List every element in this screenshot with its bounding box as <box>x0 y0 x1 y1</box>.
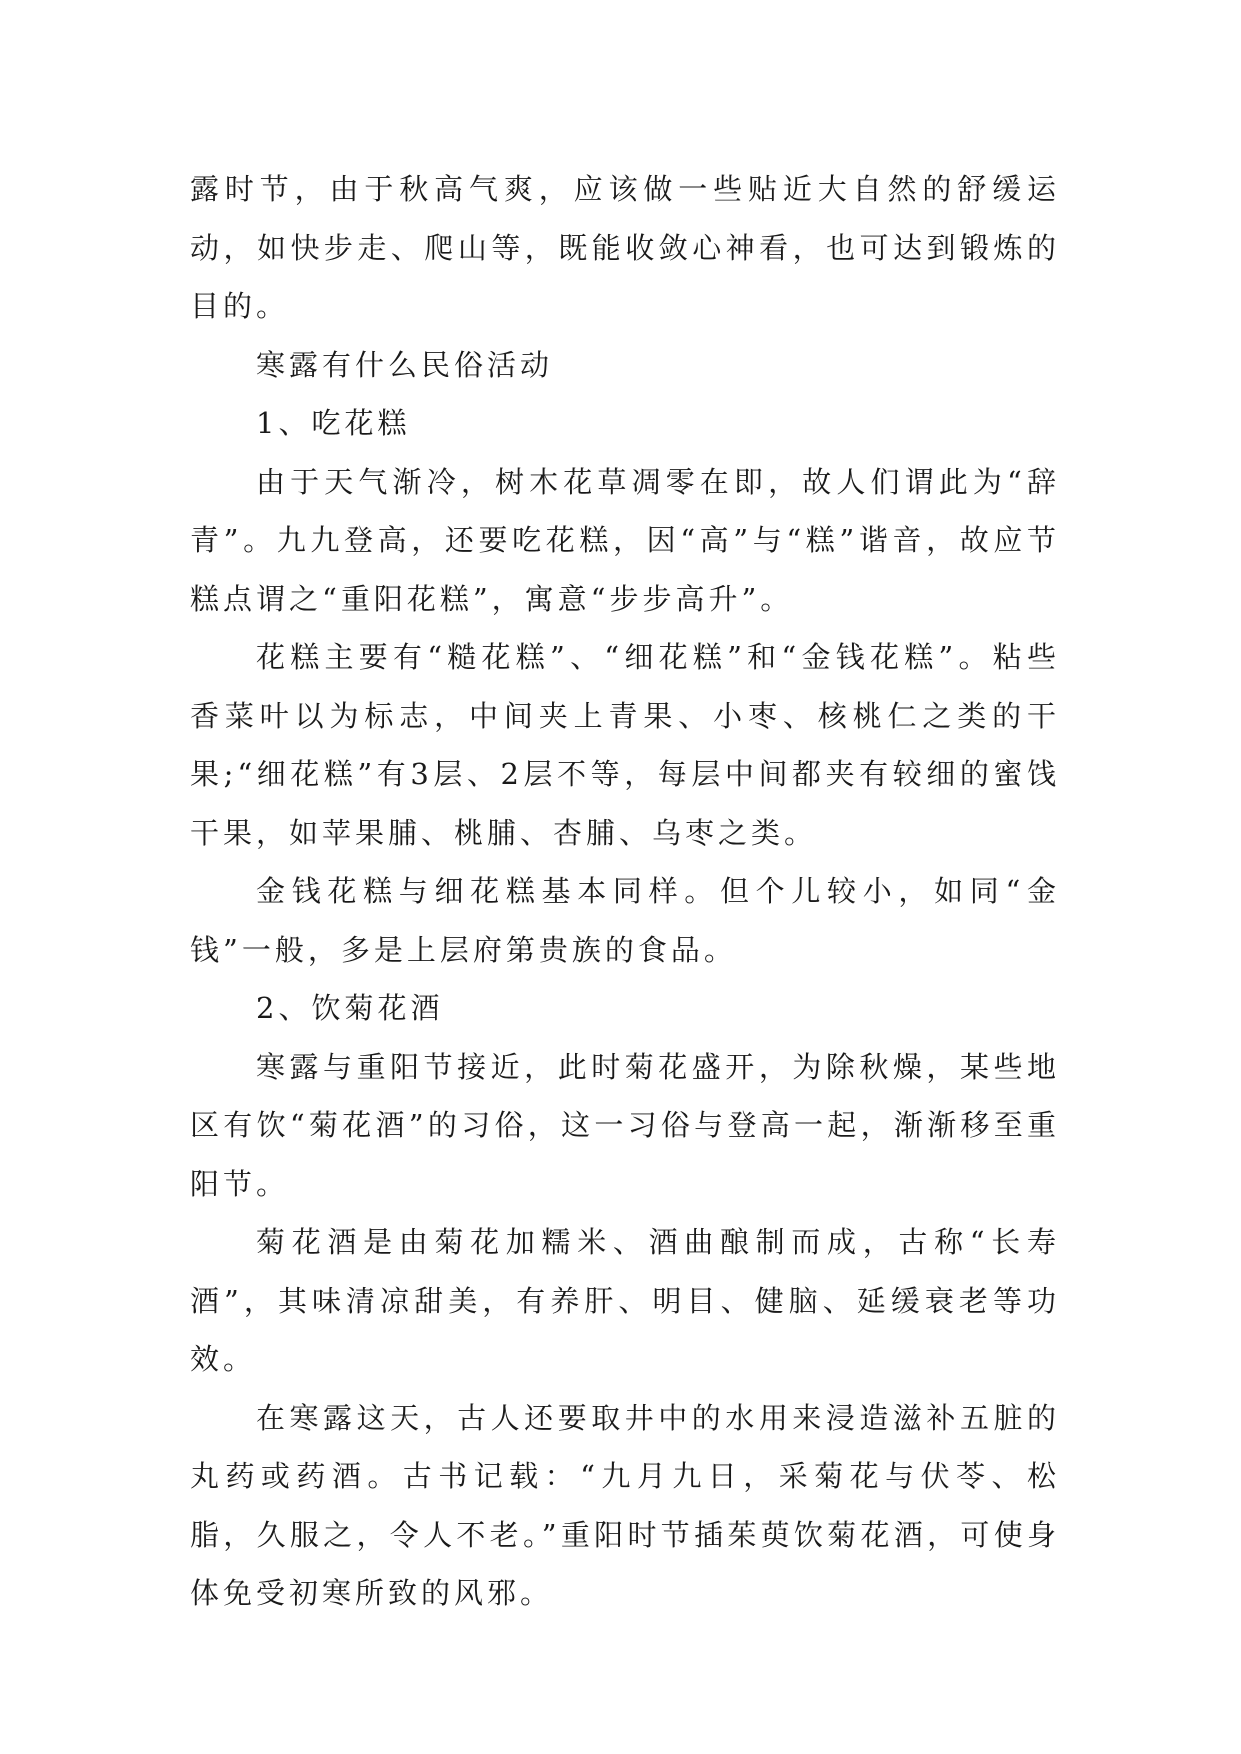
paragraph-chrysanthemum-wine-making: 菊花酒是由菊花加糯米、酒曲酿制而成，古称“长寿酒”，其味清凉甜美，有养肝、明目、健脑、延缓衰老等功效。 <box>190 1225 1060 1376</box>
paragraph-continuation: 露时节，由于秋高气爽，应该做一些贴近大自然的舒缓运动，如快步走、爬山等，既能收敛心神看，也可达到锻炼的目的。 <box>190 172 1060 323</box>
paragraph-flower-cake-origin: 由于天气渐冷，树木花草凋零在即，故人们谓此为“辞青”。九九登高，还要吃花糕，因“高”与“糕”谐音，故应节糕点谓之“重阳花糕”，寓意“步步高升”。 <box>190 464 1060 616</box>
subheading-drink-chrysanthemum-wine: 2、饮菊花酒 <box>256 991 444 1025</box>
section-heading-folk-activities: 寒露有什么民俗活动 <box>256 347 554 382</box>
paragraph-flower-cake-types: 花糕主要有“糙花糕”、“细花糕”和“金钱花糕”。粘些香菜叶以为标志，中间夹上青果、小枣、核桃仁之类的干果;“细花糕”有3层、2层不等，每层中间都夹有较细的蜜饯干果，如苹果脯、桃脯、杏脯、乌枣之类。 <box>190 640 1060 850</box>
paragraph-golden-coin-cake: 金钱花糕与细花糕基本同样。但个儿较小，如同“金钱”一般，多是上层府第贵族的食品。 <box>190 874 1060 967</box>
document-body <box>190 160 1060 1623</box>
paragraph-chrysanthemum-custom: 寒露与重阳节接近，此时菊花盛开，为除秋燥，某些地区有饮“菊花酒”的习俗，这一习俗与登高一起，渐渐移至重阳节。 <box>190 1049 1060 1201</box>
paragraph-well-water-medicine: 在寒露这天，古人还要取井中的水用来浸造滋补五脏的丸药或药酒。古书记载：“九月九日，采菊花与伏苓、松脂，久服之，令人不老。”重阳时节插茱萸饮菊花酒，可使身体免受初寒所致的风邪。 <box>190 1400 1060 1610</box>
subheading-eat-flower-cake: 1、吃花糕 <box>256 406 411 440</box>
